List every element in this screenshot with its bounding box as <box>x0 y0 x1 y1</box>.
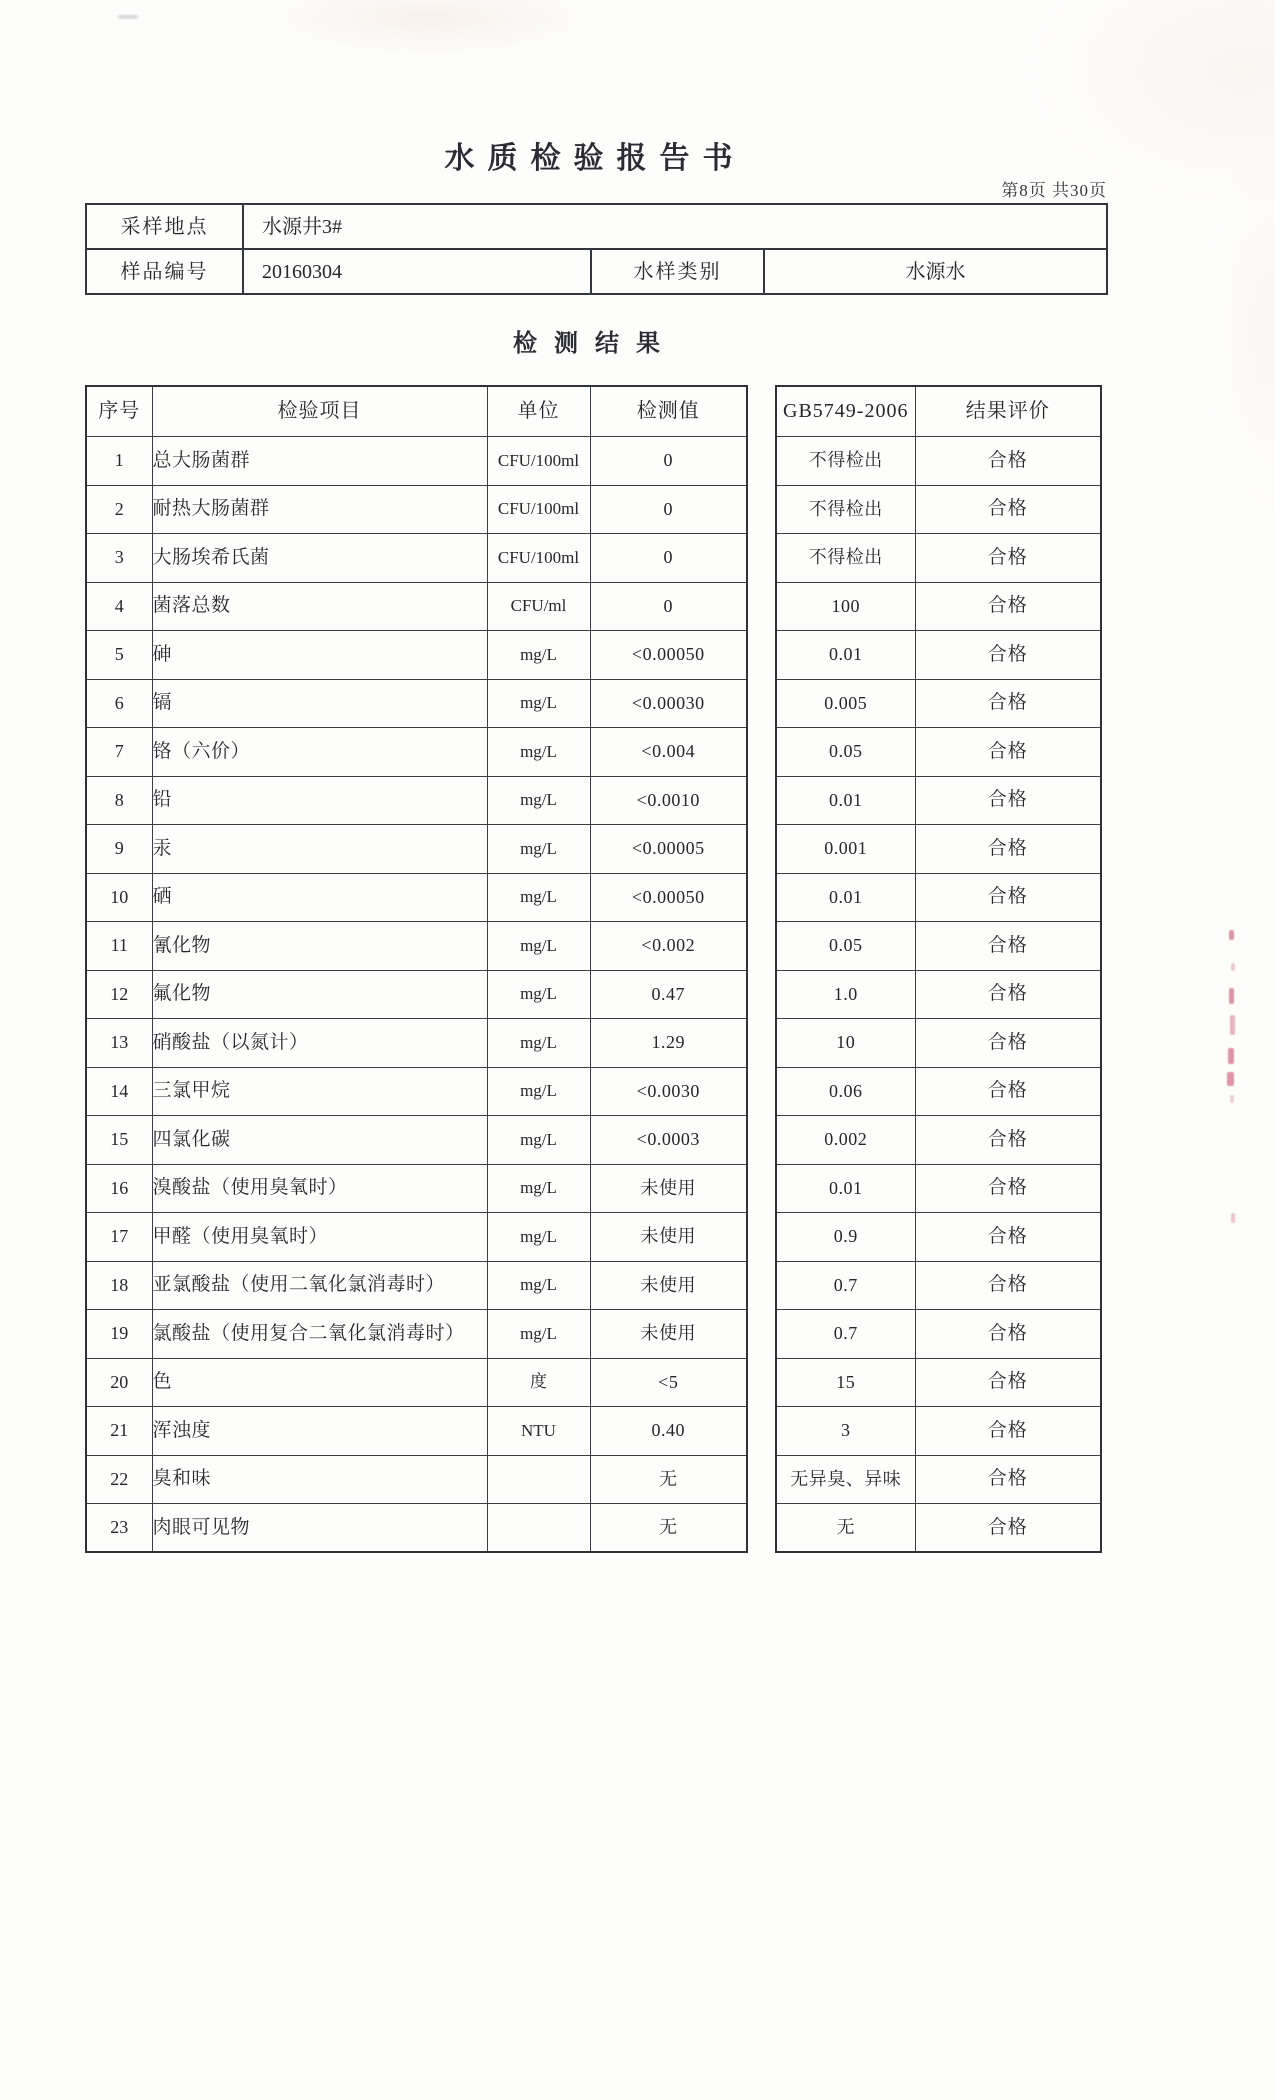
result-value: 0 <box>590 582 747 631</box>
standard-limit: 0.06 <box>776 1067 915 1116</box>
ink-bleed-mark <box>1227 1072 1234 1086</box>
result-row <box>86 873 747 922</box>
header-standard: GB5749-2006 <box>776 386 915 437</box>
result-evaluation: 合格 <box>915 631 1101 680</box>
standard-row <box>776 728 1101 777</box>
result-item: 菌落总数 <box>152 582 487 631</box>
ink-bleed-mark <box>1228 1048 1234 1064</box>
result-value: <0.00005 <box>590 825 747 874</box>
result-item: 四氯化碳 <box>152 1116 487 1165</box>
result-value: 0 <box>590 437 747 486</box>
result-row <box>86 1116 747 1165</box>
result-row <box>86 970 747 1019</box>
result-unit: mg/L <box>487 631 590 680</box>
result-row <box>86 631 747 680</box>
results-header-row <box>86 386 747 437</box>
result-evaluation: 合格 <box>915 1358 1101 1407</box>
result-unit: mg/L <box>487 1067 590 1116</box>
standard-row <box>776 534 1101 583</box>
result-no: 11 <box>86 922 152 971</box>
result-evaluation: 合格 <box>915 1213 1101 1262</box>
result-row <box>86 1261 747 1310</box>
result-item: 铬（六价） <box>152 728 487 777</box>
result-unit <box>487 1455 590 1504</box>
sample-number-row <box>86 249 1107 294</box>
result-row <box>86 776 747 825</box>
result-no: 3 <box>86 534 152 583</box>
standard-row <box>776 1455 1101 1504</box>
result-no: 23 <box>86 1504 152 1553</box>
standard-row <box>776 1504 1101 1553</box>
result-unit: mg/L <box>487 873 590 922</box>
result-item: 汞 <box>152 825 487 874</box>
result-row <box>86 679 747 728</box>
result-item: 亚氯酸盐（使用二氧化氯消毒时） <box>152 1261 487 1310</box>
standard-row <box>776 1358 1101 1407</box>
page-number: 第8页 共30页 <box>1001 181 1107 200</box>
result-evaluation: 合格 <box>915 534 1101 583</box>
standard-row <box>776 1164 1101 1213</box>
result-item: 三氯甲烷 <box>152 1067 487 1116</box>
standard-row <box>776 485 1101 534</box>
result-item: 硒 <box>152 873 487 922</box>
standard-limit: 0.005 <box>776 679 915 728</box>
results-table-right <box>775 385 1102 1553</box>
result-no: 20 <box>86 1358 152 1407</box>
result-value: <0.0003 <box>590 1116 747 1165</box>
header-unit: 单位 <box>487 386 590 437</box>
result-evaluation: 合格 <box>915 970 1101 1019</box>
standard-limit: 0.01 <box>776 631 915 680</box>
result-evaluation: 合格 <box>915 1504 1101 1553</box>
result-value: <0.00050 <box>590 631 747 680</box>
result-no: 5 <box>86 631 152 680</box>
ink-bleed-mark <box>1230 1015 1235 1035</box>
standard-limit: 15 <box>776 1358 915 1407</box>
standard-limit: 不得检出 <box>776 485 915 534</box>
standard-limit: 不得检出 <box>776 534 915 583</box>
result-value: 未使用 <box>590 1261 747 1310</box>
result-row <box>86 1067 747 1116</box>
result-evaluation: 合格 <box>915 1407 1101 1456</box>
result-unit: mg/L <box>487 1310 590 1359</box>
result-evaluation: 合格 <box>915 1310 1101 1359</box>
result-unit: mg/L <box>487 1261 590 1310</box>
result-item: 溴酸盐（使用臭氧时） <box>152 1164 487 1213</box>
result-no: 10 <box>86 873 152 922</box>
result-value: 未使用 <box>590 1164 747 1213</box>
result-no: 17 <box>86 1213 152 1262</box>
results-table-left <box>85 385 748 1553</box>
header-value: 检测值 <box>590 386 747 437</box>
result-evaluation: 合格 <box>915 1067 1101 1116</box>
result-no: 19 <box>86 1310 152 1359</box>
standard-row <box>776 1261 1101 1310</box>
standard-limit: 10 <box>776 1019 915 1068</box>
result-unit: NTU <box>487 1407 590 1456</box>
result-unit: CFU/100ml <box>487 485 590 534</box>
result-no: 13 <box>86 1019 152 1068</box>
standard-header-row <box>776 386 1101 437</box>
result-no: 1 <box>86 437 152 486</box>
header-no: 序号 <box>86 386 152 437</box>
result-evaluation: 合格 <box>915 1019 1101 1068</box>
result-row <box>86 922 747 971</box>
result-unit: mg/L <box>487 776 590 825</box>
result-unit: mg/L <box>487 1213 590 1262</box>
result-value: 1.29 <box>590 1019 747 1068</box>
result-unit: CFU/100ml <box>487 437 590 486</box>
result-row <box>86 1310 747 1359</box>
standard-limit: 0.01 <box>776 776 915 825</box>
result-unit: mg/L <box>487 825 590 874</box>
result-evaluation: 合格 <box>915 1455 1101 1504</box>
result-unit: mg/L <box>487 922 590 971</box>
water-type-value: 水源水 <box>764 249 1107 294</box>
result-no: 12 <box>86 970 152 1019</box>
result-value: 0 <box>590 485 747 534</box>
result-row <box>86 1358 747 1407</box>
header-evaluation: 结果评价 <box>915 386 1101 437</box>
water-type-label: 水样类别 <box>591 249 764 294</box>
standard-limit: 0.01 <box>776 1164 915 1213</box>
result-value: 未使用 <box>590 1213 747 1262</box>
result-unit: mg/L <box>487 728 590 777</box>
result-row <box>86 1455 747 1504</box>
result-unit: mg/L <box>487 970 590 1019</box>
result-no: 6 <box>86 679 152 728</box>
result-value: 0.40 <box>590 1407 747 1456</box>
section-title: 检测结果 <box>513 331 677 357</box>
standard-limit: 0.05 <box>776 728 915 777</box>
result-no: 8 <box>86 776 152 825</box>
sample-location-value: 水源井3# <box>243 204 1107 249</box>
standard-limit: 100 <box>776 582 915 631</box>
result-unit: mg/L <box>487 1019 590 1068</box>
result-value: <0.0030 <box>590 1067 747 1116</box>
sample-number-value: 20160304 <box>243 249 591 294</box>
standard-row <box>776 873 1101 922</box>
standard-row <box>776 679 1101 728</box>
result-value: 0.47 <box>590 970 747 1019</box>
result-evaluation: 合格 <box>915 728 1101 777</box>
result-no: 21 <box>86 1407 152 1456</box>
result-row <box>86 825 747 874</box>
standard-row <box>776 1067 1101 1116</box>
result-item: 硝酸盐（以氮计） <box>152 1019 487 1068</box>
result-evaluation: 合格 <box>915 825 1101 874</box>
result-row <box>86 534 747 583</box>
sample-info-table <box>85 203 1108 295</box>
result-no: 15 <box>86 1116 152 1165</box>
standard-row <box>776 1116 1101 1165</box>
result-evaluation: 合格 <box>915 1164 1101 1213</box>
standard-row <box>776 970 1101 1019</box>
result-value: <0.00050 <box>590 873 747 922</box>
standard-row <box>776 631 1101 680</box>
ink-bleed-mark <box>1229 930 1234 940</box>
standard-row <box>776 825 1101 874</box>
standard-limit: 0.7 <box>776 1310 915 1359</box>
result-evaluation: 合格 <box>915 437 1101 486</box>
result-item: 肉眼可见物 <box>152 1504 487 1553</box>
standard-row <box>776 922 1101 971</box>
result-item: 耐热大肠菌群 <box>152 485 487 534</box>
result-item: 色 <box>152 1358 487 1407</box>
result-unit: mg/L <box>487 1164 590 1213</box>
result-item: 浑浊度 <box>152 1407 487 1456</box>
standard-limit: 0.9 <box>776 1213 915 1262</box>
report-title: 水质检验报告书 <box>444 142 746 175</box>
result-value: <0.004 <box>590 728 747 777</box>
result-row <box>86 437 747 486</box>
result-item: 镉 <box>152 679 487 728</box>
standard-limit: 不得检出 <box>776 437 915 486</box>
result-row <box>86 582 747 631</box>
result-item: 氰化物 <box>152 922 487 971</box>
result-evaluation: 合格 <box>915 873 1101 922</box>
standard-limit: 0.7 <box>776 1261 915 1310</box>
result-no: 14 <box>86 1067 152 1116</box>
result-evaluation: 合格 <box>915 922 1101 971</box>
result-no: 2 <box>86 485 152 534</box>
result-unit: CFU/100ml <box>487 534 590 583</box>
standard-limit: 0.002 <box>776 1116 915 1165</box>
result-evaluation: 合格 <box>915 485 1101 534</box>
result-no: 9 <box>86 825 152 874</box>
result-evaluation: 合格 <box>915 776 1101 825</box>
result-item: 臭和味 <box>152 1455 487 1504</box>
result-item: 铅 <box>152 776 487 825</box>
result-value: 无 <box>590 1455 747 1504</box>
header-item: 检验项目 <box>152 386 487 437</box>
result-value: <5 <box>590 1358 747 1407</box>
sample-number-label: 样品编号 <box>86 249 243 294</box>
standard-row <box>776 776 1101 825</box>
result-item: 甲醛（使用臭氧时） <box>152 1213 487 1262</box>
result-evaluation: 合格 <box>915 582 1101 631</box>
result-row <box>86 1213 747 1262</box>
sample-location-label: 采样地点 <box>86 204 243 249</box>
standard-limit: 0.001 <box>776 825 915 874</box>
result-unit: 度 <box>487 1358 590 1407</box>
standard-limit: 无异臭、异味 <box>776 1455 915 1504</box>
result-unit <box>487 1504 590 1553</box>
standard-limit: 0.05 <box>776 922 915 971</box>
ink-bleed-mark <box>1231 963 1235 971</box>
result-no: 7 <box>86 728 152 777</box>
ink-bleed-mark <box>1231 1213 1235 1223</box>
result-no: 4 <box>86 582 152 631</box>
result-item: 大肠埃希氏菌 <box>152 534 487 583</box>
scan-artifact-smudge <box>118 15 138 19</box>
result-evaluation: 合格 <box>915 679 1101 728</box>
standard-limit: 1.0 <box>776 970 915 1019</box>
result-row <box>86 485 747 534</box>
ink-bleed-mark <box>1230 1095 1234 1103</box>
result-no: 22 <box>86 1455 152 1504</box>
result-item: 总大肠菌群 <box>152 437 487 486</box>
result-no: 16 <box>86 1164 152 1213</box>
result-no: 18 <box>86 1261 152 1310</box>
result-evaluation: 合格 <box>915 1261 1101 1310</box>
standard-row <box>776 1407 1101 1456</box>
result-item: 氟化物 <box>152 970 487 1019</box>
result-row <box>86 1504 747 1553</box>
result-unit: mg/L <box>487 679 590 728</box>
result-row <box>86 1407 747 1456</box>
result-row <box>86 728 747 777</box>
standard-row <box>776 582 1101 631</box>
result-row <box>86 1019 747 1068</box>
result-value: 未使用 <box>590 1310 747 1359</box>
standard-limit: 无 <box>776 1504 915 1553</box>
result-row <box>86 1164 747 1213</box>
sample-location-row <box>86 204 1107 249</box>
standard-row <box>776 1019 1101 1068</box>
result-unit: mg/L <box>487 1116 590 1165</box>
standard-row <box>776 1310 1101 1359</box>
standard-row <box>776 1213 1101 1262</box>
result-item: 氯酸盐（使用复合二氧化氯消毒时） <box>152 1310 487 1359</box>
standard-limit: 3 <box>776 1407 915 1456</box>
ink-bleed-mark <box>1229 988 1234 1004</box>
result-value: <0.0010 <box>590 776 747 825</box>
result-unit: CFU/ml <box>487 582 590 631</box>
result-evaluation: 合格 <box>915 1116 1101 1165</box>
result-value: 0 <box>590 534 747 583</box>
standard-limit: 0.01 <box>776 873 915 922</box>
result-value: <0.002 <box>590 922 747 971</box>
result-item: 砷 <box>152 631 487 680</box>
result-value: <0.00030 <box>590 679 747 728</box>
result-value: 无 <box>590 1504 747 1553</box>
standard-row <box>776 437 1101 486</box>
